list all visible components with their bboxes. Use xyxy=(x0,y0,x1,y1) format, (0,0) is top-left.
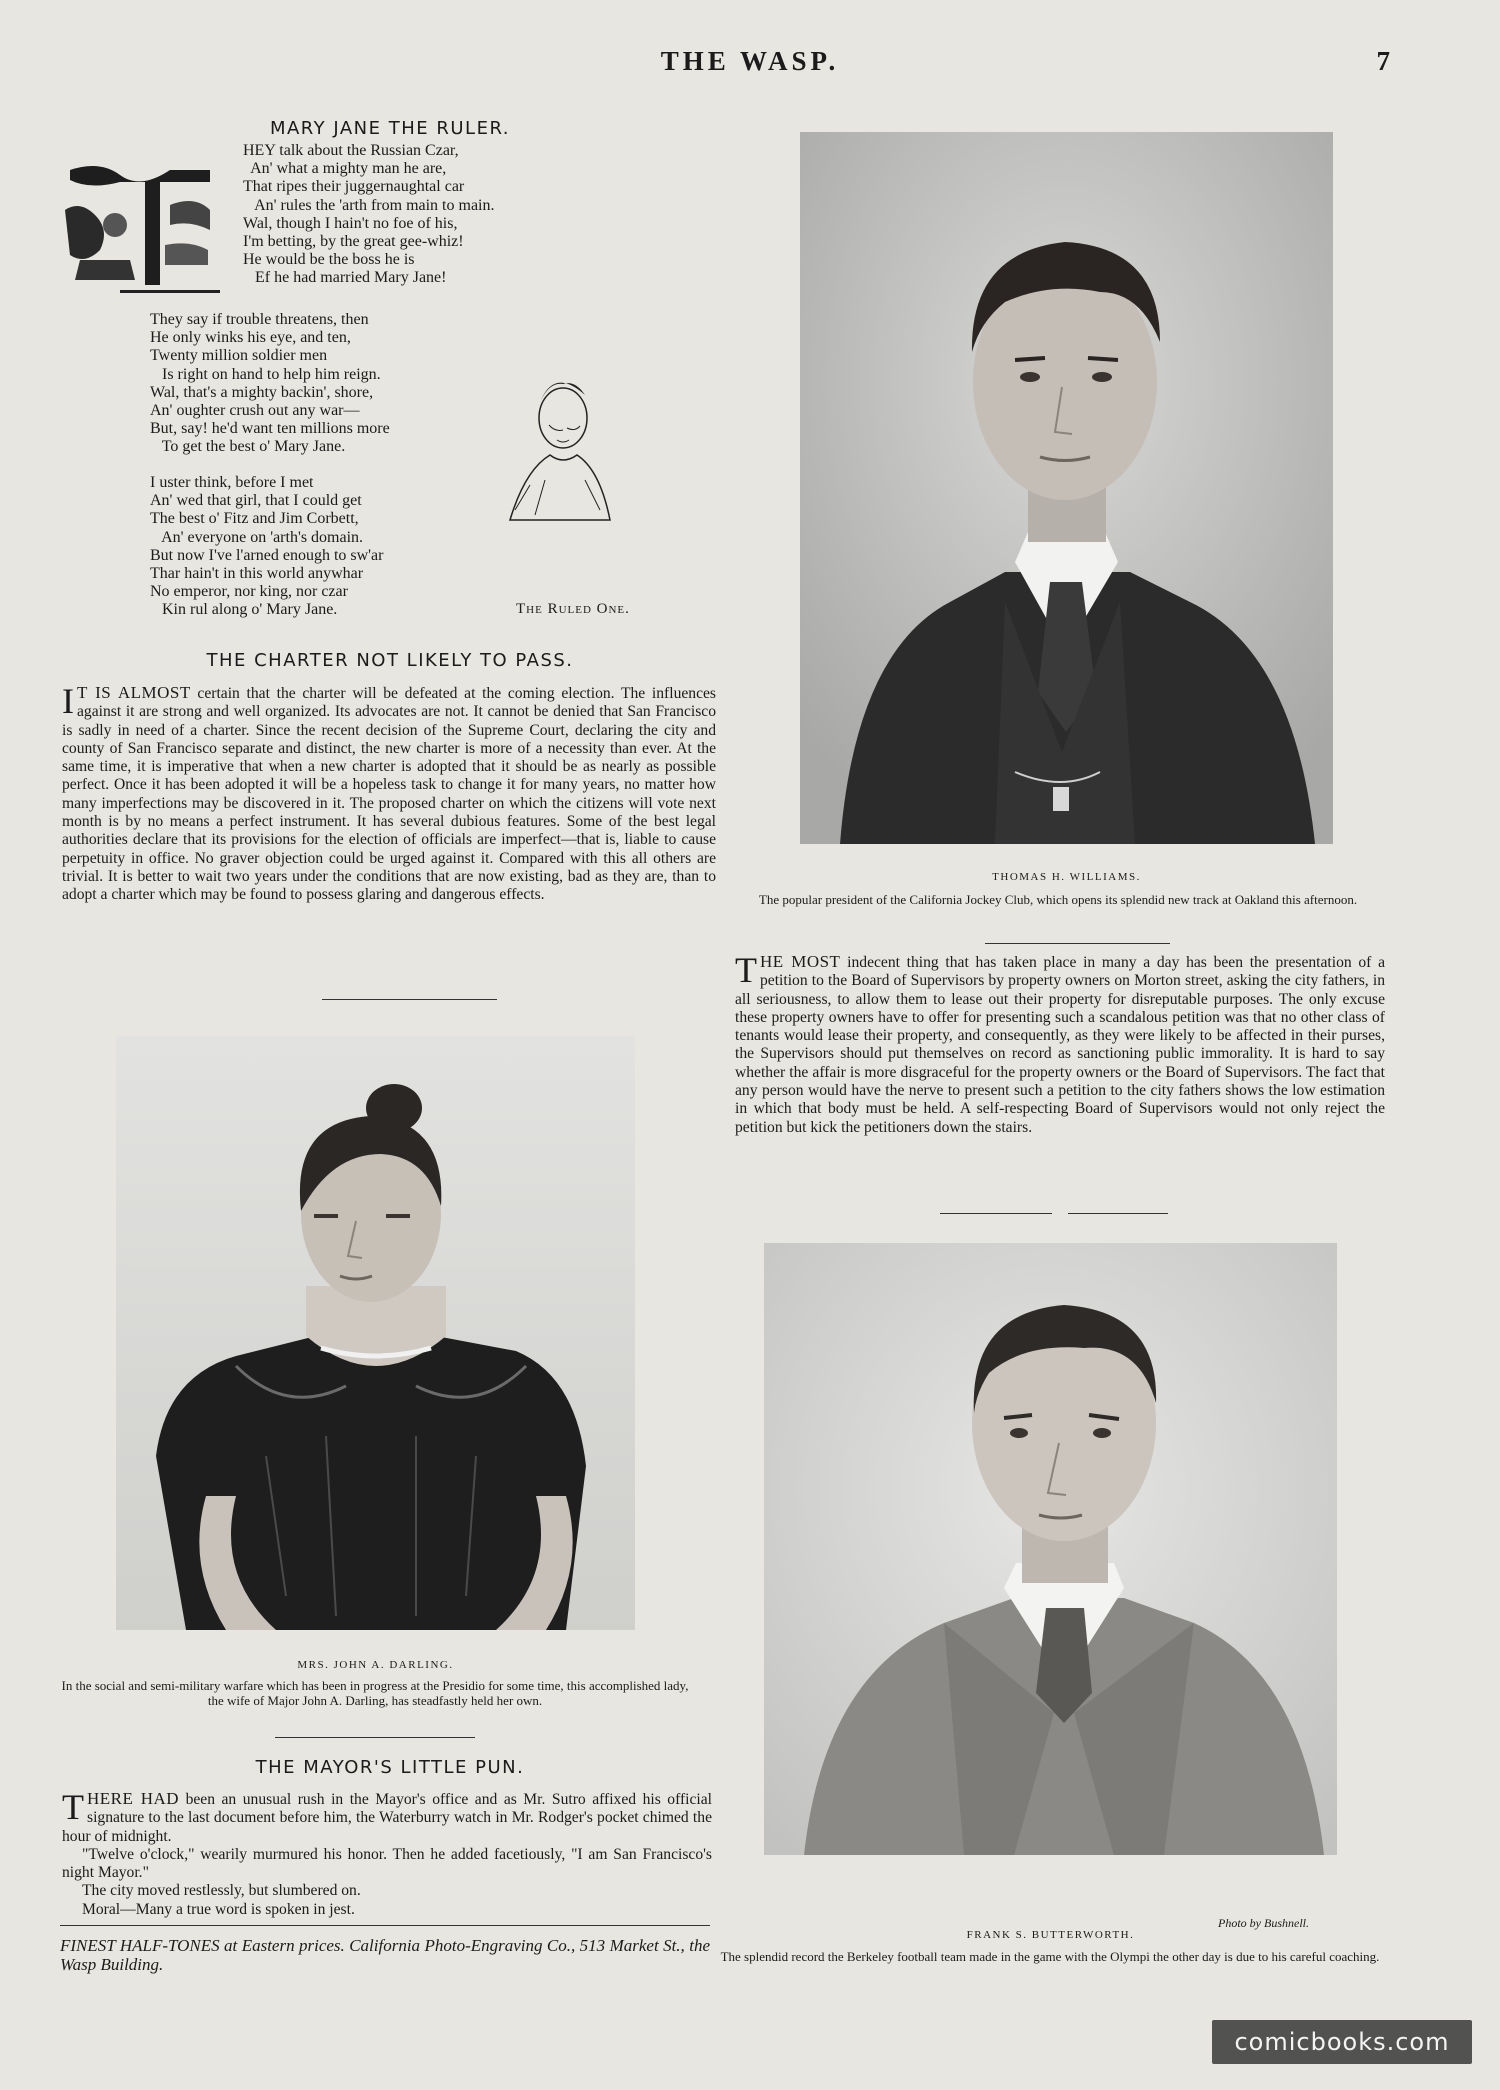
section-divider xyxy=(275,1737,475,1738)
section-divider xyxy=(322,999,497,1000)
darling-name: MRS. JOHN A. DARLING. xyxy=(297,1659,454,1671)
masthead xyxy=(0,46,1500,86)
morton-dropcap: T xyxy=(735,950,757,990)
page-number: 7 xyxy=(1376,46,1390,76)
morton-body: indecent thing that has taken place in many a day has been the presentation of a petition to the Board of Supervisors by property owners on Morton street, asking the city fathers, in all seriousness, to allow them to lease out their property for disreputable purposes. The only excuse these property owners have to offer for presenting such a scandalous petition was that no other class of tenants would lease their property, and consequently, as they were likely to be affected in their purses, the Supervisors should put themselves on record as sanctioning public immorality. It is hard to say whether the affair is more disgraceful for the property owners or the Board of Supervisors. The fact that any person would have the nerve to present such a petition to the city fathers shows the low estimation in which that body must be held. A self-respecting Board of Supervisors would not only reject the petition but kick the petitioners down the stairs. xyxy=(735,954,1385,1136)
charter-heading: THE CHARTER NOT LIKELY TO PASS. xyxy=(206,650,574,671)
pun-body: been an unusual rush in the Mayor's office and as Mr. Sutro affixed his official signature to the last document before him, the Waterburry watch in Mr. Rodger's pocket chimed the hour of midnight. xyxy=(62,1791,713,1845)
pun-article xyxy=(62,1787,713,1919)
charter-dropcap: I xyxy=(62,681,74,721)
photo-credit: Photo by Bushnell. xyxy=(1218,1916,1309,1930)
section-divider xyxy=(985,943,1170,944)
pun-paragraph-3: The city moved restlessly, but slumbered on. xyxy=(82,1882,361,1900)
pun-lead: HERE HAD xyxy=(87,1789,180,1808)
charter-lead: T IS ALMOST xyxy=(77,683,191,702)
ruled-one-caricature xyxy=(505,370,615,525)
poem-heading: MARY JANE THE RULER. xyxy=(269,118,511,139)
advertisement: FINEST HALF-TONES at Eastern prices. California Photo-Engraving Co., 513 Market St., the Wasp Building. xyxy=(60,1936,710,1974)
butterworth-name: FRANK S. BUTTERWORTH. xyxy=(966,1929,1135,1941)
section-divider xyxy=(60,1925,710,1926)
pun-paragraph-4: Moral—Many a true word is spoken in jest. xyxy=(82,1900,355,1918)
morton-lead: HE MOST xyxy=(760,952,841,971)
poem-stanza-2: They say if trouble threatens, then He only winks his eye, and ten, Twenty million soldier men Is right on hand to help him reign. Wal, that's a mighty backin', shore, An' oughter crush out any war— But, say! he'd want ten millions more To get the best o' Mary Jane. xyxy=(150,311,390,456)
pun-heading: THE MAYOR'S LITTLE PUN. xyxy=(255,1757,525,1778)
pun-paragraph-2: "Twelve o'clock," wearily murmured his honor. Then he added facetiously, "I am San Francisco's night Mayor." xyxy=(62,1845,712,1882)
masthead-title: THE WASP. xyxy=(660,46,840,76)
poem-stanza-1: HEY talk about the Russian Czar, An' what a mighty man he are, That ripes their juggernaughtal car An' rules the 'arth from main to main. Wal, though I hain't no foe of his, I'm betting, by the great gee-whiz! He would be the boss he is Ef he had married Mary Jane! xyxy=(243,142,495,287)
williams-caption: The popular president of the California Jockey Club, which opens its splendid new track at Oakland this afternoon. xyxy=(758,892,1358,907)
section-divider xyxy=(1068,1213,1168,1214)
decorative-dropcap-illustration xyxy=(60,150,220,300)
charter-body: certain that the charter will be defeated at the coming election. The influences against it are strong and well organized. Its advocates are not. It cannot be denied that San Francisco is sadly in need of a charter. Since the recent decision of the Supreme Court, declaring the city and county of San Francisco separate and distinct, the new charter is more of a necessity than ever. At the same time, it is imperative that when a new charter is adopted that it should be as nearly as possible perfect. Once it has been adopted it will be a hopeless task to change it for many years, no matter how many imperfections may be discovered in it. The proposed charter on which the citizens will vote next month is by no means a perfect instrument. It has several dubious features. Some of the best legal authorities declare that its provisions for the election of officials are imperfect—that is, liable to cause perpetuity in office. No graver objection could be urged against it. Compared with this all others are trivial. It is better to wait two years under the conditions that are now existing, bad as they are, than to adopt a charter which may be found to possess glaring and dangerous effects. xyxy=(62,685,716,904)
williams-name: THOMAS H. WILLIAMS. xyxy=(992,871,1141,883)
watermark-badge: comicbooks.com xyxy=(1212,2020,1472,2064)
photo-mrs-john-a-darling xyxy=(116,1036,635,1630)
poem-signature: The Ruled One. xyxy=(516,601,630,617)
butterworth-caption: The splendid record the Berkeley football team made in the game with the Olympi the other day is due to his careful coaching. xyxy=(720,1949,1380,1964)
poem-stanza-3: I uster think, before I met An' wed that girl, that I could get The best o' Fitz and Jim Corbett, An' everyone on 'arth's domain. But now I've l'arned enough to sw'ar Thar hain't in this world anywhar No emperor, nor king, nor czar Kin rul along o' Mary Jane. xyxy=(150,474,384,619)
photo-frank-s-butterworth xyxy=(764,1243,1337,1855)
darling-caption: In the social and semi-military warfare which has been in progress at the Presidio for some time, this accomplished lady, the wife of Major John A. Darling, has steadfastly held her own. xyxy=(61,1678,689,1708)
photo-thomas-h-williams xyxy=(800,132,1333,844)
pun-dropcap: T xyxy=(62,1787,84,1827)
charter-article xyxy=(62,681,716,905)
morton-street-article xyxy=(735,950,1385,1137)
section-divider xyxy=(940,1213,1052,1214)
